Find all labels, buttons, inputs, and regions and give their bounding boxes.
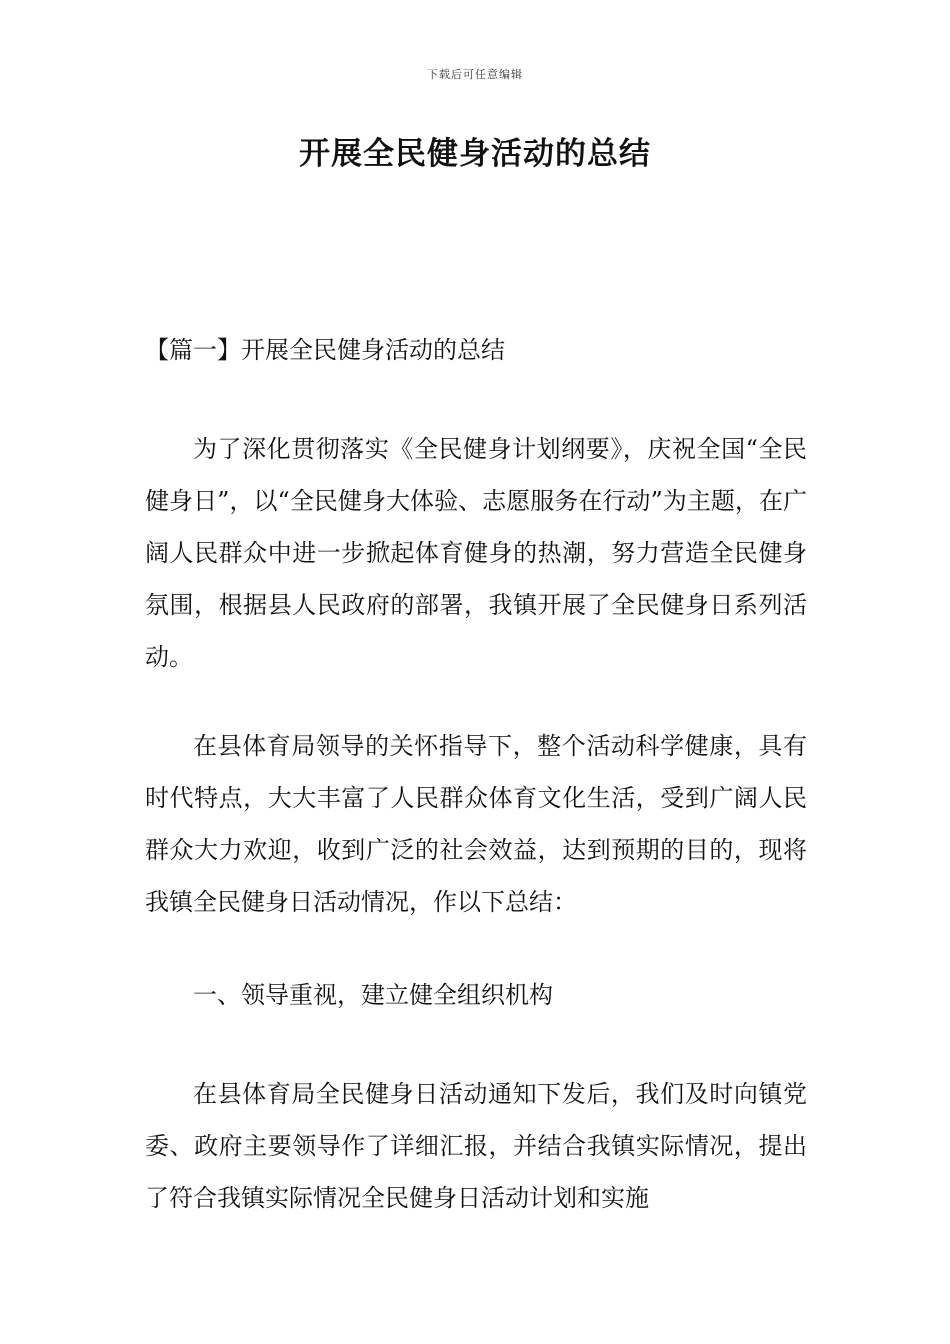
header-note: 下载后可任意编辑 (427, 68, 523, 81)
subheading-leadership: 一、领导重视，建立健全组织机构 (193, 981, 553, 1009)
paragraph-overview: 在县体育局领导的关怀指导下，整个活动科学健康，具有时代特点，大大丰富了人民群众体育文化生活，受到广阔人民群众大力欢迎，收到广泛的社会效益，达到预期的目的，现将我镇全民健身日活动情况，作以下总结： (145, 732, 807, 916)
paragraph-intro: 为了深化贯彻落实《全民健身计划纲要》，庆祝全国“全民健身日”，以“全民健身大体验、志愿服务在行动”为主题，在广阔人民群众中进一步掀起体育健身的热潮，努力营造全民健身氛围，根据县人民政府的部署，我镇开展了全民健身日系列活动。 (145, 435, 807, 671)
section-heading: 【篇一】开展全民健身活动的总结 (145, 336, 505, 364)
document-title: 开展全民健身活动的总结 (299, 136, 651, 172)
paragraph-leadership-detail: 在县体育局全民健身日活动通知下发后，我们及时向镇党委、政府主要领导作了详细汇报，并结合我镇实际情况，提出了符合我镇实际情况全民健身日活动计划和实施 (145, 1080, 807, 1212)
